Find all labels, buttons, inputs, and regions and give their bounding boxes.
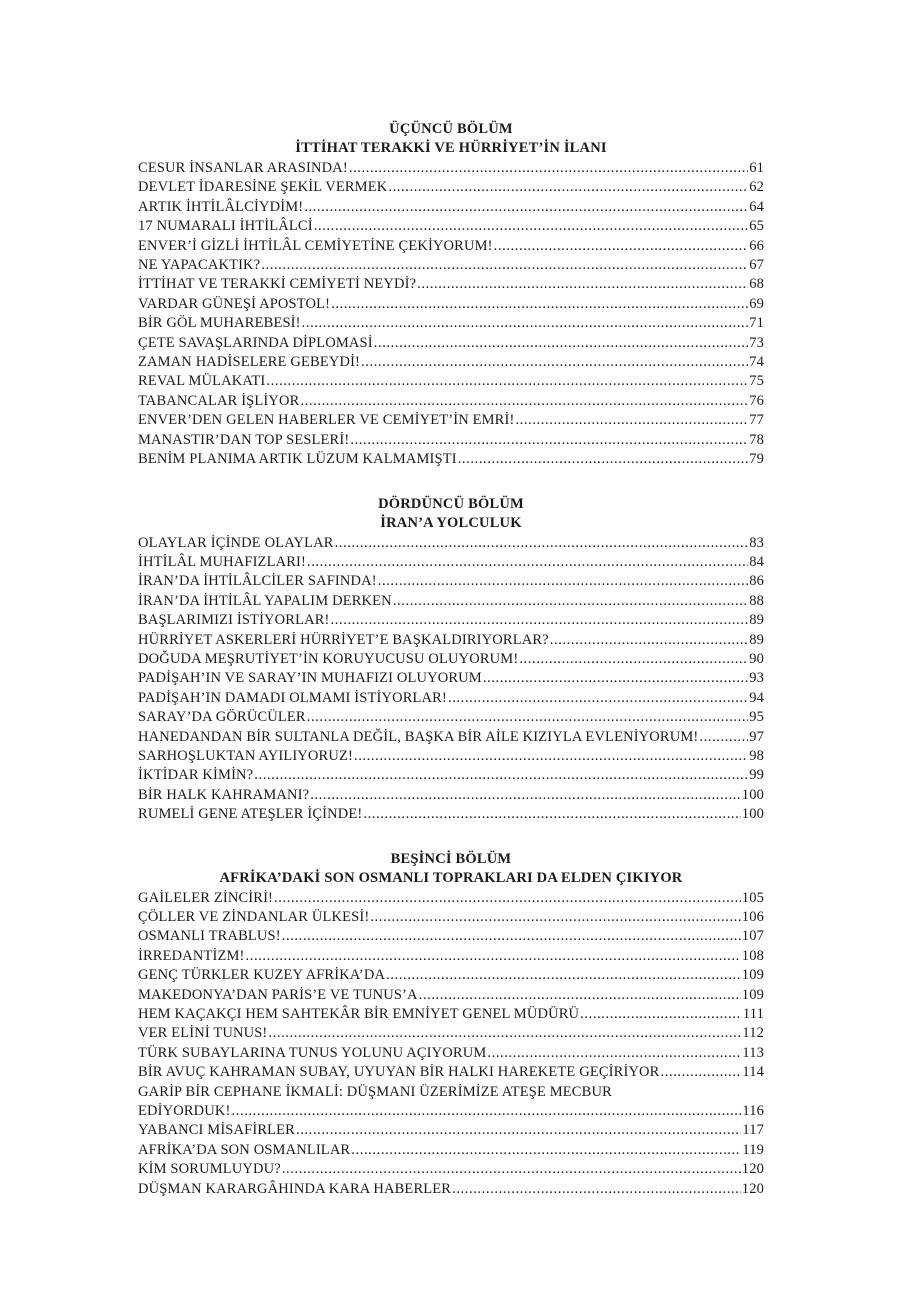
toc-entry-title: HANEDANDAN BİR SULTANLA DEĞİL, BAŞKA BİR AİLE KIZIYLA EVLENİYORUM!: [138, 728, 699, 745]
toc-entry-title: ÇETE SAVAŞLARINDA DİPLOMASİ: [138, 334, 373, 351]
toc-entry: [138, 237, 764, 256]
toc-entry-title: ENVER’DEN GELEN HABERLER VE CEMİYET’İN EMRİ!: [138, 412, 515, 429]
toc-entry: [138, 908, 764, 927]
toc-entry-title: REVAL MÜLAKATI: [138, 373, 266, 390]
toc-entry-page: 98: [749, 747, 764, 764]
toc-entry-page: 97: [749, 728, 764, 745]
dot-leader: [580, 1005, 742, 1024]
toc-entry: [138, 689, 764, 708]
dot-leader: [282, 927, 741, 946]
toc-section-4: [138, 495, 764, 825]
toc-entry: [138, 1121, 764, 1140]
toc-entry: [138, 217, 764, 236]
dot-leader: [350, 431, 748, 450]
toc-entry: [138, 392, 764, 411]
toc-entry-page: 99: [749, 767, 764, 784]
toc-entry-page: 94: [749, 689, 764, 706]
dot-leader: [331, 295, 748, 314]
toc-entry: [138, 728, 764, 747]
toc-entry: [138, 805, 764, 824]
toc-entries: [138, 534, 764, 825]
toc-entry-title: İRAN’DA İHTİLÂL YAPALIM DERKEN: [138, 592, 392, 609]
dot-leader: [261, 256, 748, 275]
toc-entry: [138, 1180, 764, 1199]
dot-leader: [296, 1121, 741, 1140]
dot-leader: [274, 889, 741, 908]
toc-entry-title: YABANCI MİSAFİRLER: [138, 1122, 295, 1139]
toc-entry-page: 79: [749, 451, 764, 468]
toc-entry: [138, 927, 764, 946]
toc-entry-page: 77: [749, 412, 764, 429]
toc-entry-page: 100: [741, 786, 764, 803]
toc-entry-page: 78: [749, 431, 764, 448]
toc-entry-page: 83: [749, 534, 764, 551]
toc-entry: [138, 1024, 764, 1043]
dot-leader: [335, 534, 749, 553]
toc-entry: [138, 295, 764, 314]
dot-leader: [307, 708, 748, 727]
toc-entry: [138, 889, 764, 908]
toc-entry: [138, 966, 764, 985]
dot-leader: [314, 217, 748, 236]
toc-entry: [138, 1063, 764, 1082]
toc-entry-page: 116: [742, 1103, 764, 1120]
toc-entry-title: İTTİHAT VE TERAKKİ CEMİYETİ NEYDİ?: [138, 276, 417, 293]
dot-leader: [363, 805, 740, 824]
toc-entry-page: 114: [742, 1064, 764, 1081]
toc-entry: [138, 747, 764, 766]
dot-leader: [268, 1024, 741, 1043]
toc-entry-title: GENÇ TÜRKLER KUZEY AFRİKA’DA: [138, 967, 386, 984]
toc-entry-page: 65: [749, 218, 764, 235]
dot-leader: [266, 372, 748, 391]
dot-leader: [448, 689, 748, 708]
toc-entry: [138, 947, 764, 966]
dot-leader: [349, 159, 748, 178]
dot-leader: [354, 747, 748, 766]
toc-entry: [138, 1141, 764, 1160]
dot-leader: [393, 592, 748, 611]
toc-entry-title: ENVER’İ GİZLİ İHTİLÂL CEMİYETİNE ÇEKİYORUM!: [138, 237, 493, 254]
toc-section-3: [138, 120, 764, 470]
toc-entry-page: 109: [741, 986, 764, 1003]
toc-entry-title: EDİYORDUK!: [138, 1103, 231, 1120]
toc-entry-page: 120: [741, 1180, 764, 1197]
toc-entry-title: PADİŞAH’IN VE SARAY’IN MUHAFIZI OLUYORUM: [138, 670, 482, 687]
dot-leader: [370, 908, 740, 927]
toc-entry-title: BİR AVUÇ KAHRAMAN SUBAY, UYUYAN BİR HALKI HAREKETE GEÇİRİYOR: [138, 1064, 660, 1081]
toc-entry-page: 67: [749, 257, 764, 274]
toc-entry-page: 119: [742, 1141, 764, 1158]
toc-entry-title: DOĞUDA MEŞRUTİYET’İN KORUYUCUSU OLUYORUM!: [138, 650, 519, 667]
table-of-contents: [138, 120, 764, 1224]
toc-entry: [138, 766, 764, 785]
toc-entry: [138, 353, 764, 372]
toc-entry-page: 76: [749, 392, 764, 409]
dot-leader: [282, 1160, 741, 1179]
section-title: BEŞİNCİ BÖLÜM: [390, 850, 512, 867]
toc-entry-title: ÇÖLLER VE ZİNDANLAR ÜLKESİ!: [138, 909, 370, 925]
toc-entry-page: 93: [749, 670, 764, 687]
toc-entry-page: 90: [749, 650, 764, 667]
dot-leader: [419, 986, 741, 1005]
toc-entry-title: TÜRK SUBAYLARINA TUNUS YOLUNU AÇIYORUM: [138, 1044, 487, 1061]
toc-entry: [138, 572, 764, 591]
dot-leader: [300, 392, 748, 411]
toc-entry-page: 100: [741, 806, 764, 823]
toc-entry: [138, 431, 764, 450]
toc-entry: [138, 786, 764, 805]
toc-entry-page: 61: [749, 160, 764, 176]
toc-entry-page: 109: [741, 967, 764, 984]
toc-entry-title: BİR GÖL MUHAREBESİ!: [138, 315, 301, 332]
dot-leader: [515, 411, 748, 430]
dot-leader: [483, 669, 748, 688]
toc-entry-title: CESUR İNSANLAR ARASINDA!: [138, 160, 348, 176]
toc-entry: [138, 1005, 764, 1024]
toc-entry-title: BENİM PLANIMA ARTIK LÜZUM KALMAMIŞTI: [138, 451, 457, 468]
toc-entry-page: 71: [749, 315, 764, 332]
section-title: DÖRDÜNCÜ BÖLÜM: [378, 495, 524, 512]
toc-entry: [138, 198, 764, 217]
toc-entry-page: 66: [749, 237, 764, 254]
toc-entry-title: SARHOŞLUKTAN AYILIYORUZ!: [138, 747, 353, 764]
dot-leader: [494, 237, 749, 256]
toc-entry: [138, 986, 764, 1005]
toc-entries: [138, 889, 764, 1200]
toc-entry-page: 69: [749, 295, 764, 312]
toc-entry-title: OSMANLI TRABLUS!: [138, 928, 281, 945]
toc-entry-title: PADİŞAH’IN DAMADI OLMAMI İSTİYORLAR!: [138, 689, 447, 706]
toc-entry: [138, 592, 764, 611]
dot-leader: [232, 1102, 742, 1121]
toc-entry-page: 89: [749, 631, 764, 648]
toc-entry-title: BAŞLARIMIZI İSTİYORLAR!: [138, 612, 330, 629]
toc-entry: [138, 411, 764, 430]
toc-entry-page: 64: [749, 198, 764, 215]
dot-leader: [302, 314, 749, 333]
dot-leader: [388, 178, 748, 197]
dot-leader: [452, 1180, 741, 1199]
toc-entry-title-line: GARİP BİR CEPHANE İKMALİ: DÜŞMANI ÜZERİMİZE ATEŞE MECBUR: [138, 1083, 612, 1100]
section-subtitle: İRAN’A YOLCULUK: [380, 514, 522, 531]
toc-entry-title: SARAY’DA GÖRÜCÜLER: [138, 709, 306, 726]
toc-entry-page: 62: [749, 179, 764, 196]
dot-leader: [361, 353, 748, 372]
toc-entry-page: 117: [742, 1122, 764, 1139]
toc-entry-title: GAİLELER ZİNCİRİ!: [138, 889, 274, 906]
toc-entry: [138, 178, 764, 197]
toc-entry: [138, 372, 764, 391]
toc-entry-title: HÜRRİYET ASKERLERİ HÜRRİYET’E BAŞKALDIRIYORLAR?: [138, 631, 549, 648]
section-subtitle: İTTİHAT TERAKKİ VE HÜRRİYET’İN İLANI: [295, 140, 607, 156]
toc-entry-page: 73: [749, 334, 764, 351]
toc-entry-page: 74: [749, 354, 764, 371]
toc-entry-title: OLAYLAR İÇİNDE OLAYLAR: [138, 534, 334, 551]
toc-entry-title: MAKEDONYA’DAN PARİS’E VE TUNUS’A: [138, 986, 418, 1003]
toc-entry: [138, 669, 764, 688]
toc-entry-title: VARDAR GÜNEŞİ APOSTOL!: [138, 295, 331, 312]
toc-entry: [138, 334, 764, 353]
toc-entry-title: HEM KAÇAKÇI HEM SAHTEKÂR BİR EMNİYET GENEL MÜDÜRÜ: [138, 1006, 580, 1023]
dot-leader: [351, 1141, 741, 1160]
toc-entry-title: NE YAPACAKTIK?: [138, 257, 261, 274]
toc-entry-title: AFRİKA’DA SON OSMANLILAR: [138, 1141, 351, 1158]
toc-section-5: [138, 850, 764, 1200]
dot-leader: [699, 728, 748, 747]
toc-entry-page: 107: [741, 928, 764, 945]
section-title: ÜÇÜNCÜ BÖLÜM: [389, 121, 513, 137]
toc-entry-title: KİM SORUMLUYDU?: [138, 1161, 281, 1178]
toc-entry-page: 84: [749, 553, 764, 570]
dot-leader: [378, 572, 748, 591]
section-subtitle: AFRİKA’DAKİ SON OSMANLI TOPRAKLARI DA ELDEN ÇIKIYOR: [219, 869, 683, 886]
toc-entry: [138, 314, 764, 333]
toc-entry: [138, 611, 764, 630]
toc-entry: [138, 534, 764, 553]
toc-entry-page: 112: [742, 1025, 764, 1042]
toc-entry-page: 95: [749, 709, 764, 726]
toc-entry-page: 113: [742, 1044, 764, 1061]
toc-entry: [138, 256, 764, 275]
toc-entry-page: 120: [741, 1161, 764, 1178]
dot-leader: [307, 553, 748, 572]
toc-entry-page: 106: [741, 909, 764, 925]
dot-leader: [417, 275, 748, 294]
dot-leader: [550, 631, 748, 650]
dot-leader: [661, 1063, 742, 1082]
dot-leader: [254, 766, 748, 785]
toc-entry-page: 86: [749, 573, 764, 590]
toc-entry-title: 17 NUMARALI İHTİLÂLCİ: [138, 218, 313, 235]
toc-entry: [138, 450, 764, 469]
toc-entry-title: İRAN’DA İHTİLÂLCİLER SAFINDA!: [138, 573, 377, 590]
toc-entry-title: BİR HALK KAHRAMANI?: [138, 786, 310, 803]
toc-entry: [138, 553, 764, 572]
toc-entry: [138, 1044, 764, 1063]
toc-entry-page: 88: [749, 592, 764, 609]
toc-entry-page: 89: [749, 612, 764, 629]
toc-entry-title: DEVLET İDARESİNE ŞEKİL VERMEK: [138, 179, 388, 196]
dot-leader: [487, 1044, 741, 1063]
toc-entry-title: İRREDANTİZM!: [138, 947, 245, 964]
dot-leader: [374, 334, 748, 353]
toc-entry-page: 75: [749, 373, 764, 390]
dot-leader: [310, 786, 741, 805]
toc-entry: [138, 708, 764, 727]
toc-entry-page: 108: [741, 947, 764, 964]
toc-entry: [138, 1160, 764, 1179]
toc-entry-title: İKTİDAR KİMİN?: [138, 767, 254, 784]
toc-entry-title: DÜŞMAN KARARGÂHINDA KARA HABERLER: [138, 1180, 452, 1197]
toc-entry: [138, 1102, 764, 1121]
toc-entry-title: VER ELİNİ TUNUS!: [138, 1025, 268, 1042]
toc-entry-page: 68: [749, 276, 764, 293]
dot-leader: [519, 650, 748, 669]
dot-leader: [246, 947, 741, 966]
toc-entry-title: İHTİLÂL MUHAFIZLARI!: [138, 553, 306, 570]
toc-entry-title: TABANCALAR İŞLİYOR: [138, 392, 300, 409]
toc-entries: [138, 159, 764, 470]
dot-leader: [331, 611, 749, 630]
toc-entry: [138, 275, 764, 294]
dot-leader: [386, 966, 741, 985]
toc-entry-page: 111: [742, 1006, 764, 1023]
toc-entry-title: ZAMAN HADİSELERE GEBEYDİ!: [138, 354, 361, 371]
toc-entry: [138, 631, 764, 650]
toc-entry: [138, 650, 764, 669]
toc-entry-title: RUMELİ GENE ATEŞLER İÇİNDE!: [138, 806, 363, 823]
toc-entry-page: 105: [741, 889, 764, 906]
dot-leader: [458, 450, 748, 469]
toc-entry-title: MANASTIR’DAN TOP SESLERİ!: [138, 431, 350, 448]
toc-entry-title: ARTIK İHTİLÂLCİYDİM!: [138, 198, 304, 215]
toc-entry: [138, 159, 764, 178]
dot-leader: [304, 198, 748, 217]
